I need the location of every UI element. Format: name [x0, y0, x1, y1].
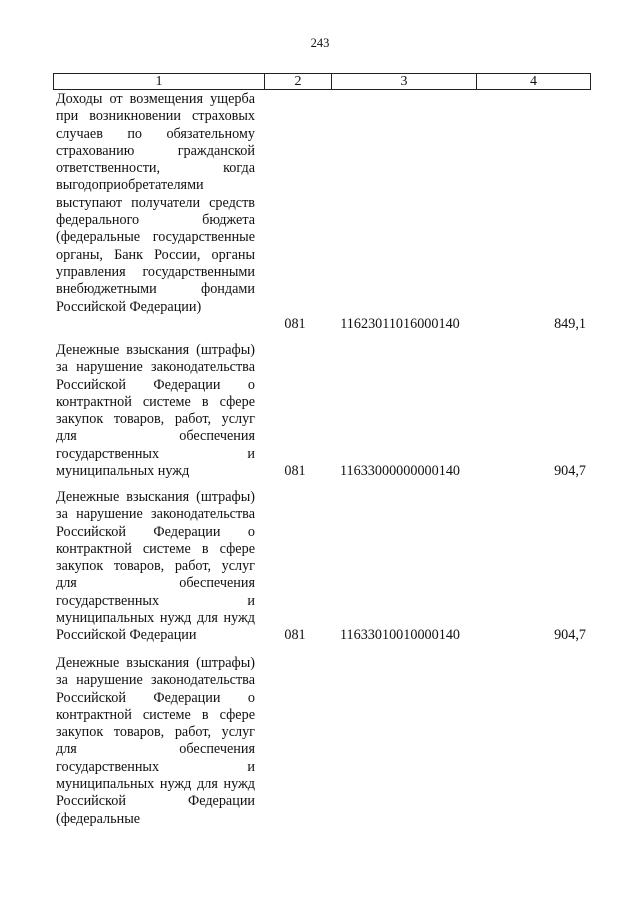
column-header-3: 3 [332, 74, 477, 90]
row-amount: 849,1 [554, 316, 586, 332]
row-kbk-code: 11633010010000140 [339, 627, 461, 643]
column-header-row [53, 73, 591, 90]
column-header-1: 1 [54, 74, 265, 90]
row-amount: 904,7 [554, 627, 586, 643]
row-description: Денежные взыскания (штрафы) за нарушение законодательства Российской Федерации о контрактной системе в сфере закупок товаров, работ, услуг для обеспечения государственных и муниципальных нужд для нужд Российской Федерации [56, 489, 255, 644]
row-kbk-code: 11633000000000140 [339, 463, 461, 479]
column-header-4: 4 [477, 74, 591, 90]
row-description: Доходы от возмещения ущерба при возникновении страховых случаев по обязательному страхованию гражданской ответственности, когда выгодоприобретателями выступают получатели средств федерального бюджета (федеральные государственные органы, Банк России, органы управления государственными внебюджетными фондами Российской Федерации) [56, 91, 255, 315]
row-admin-code: 081 [284, 463, 306, 479]
row-admin-code: 081 [284, 316, 306, 332]
row-description: Денежные взыскания (штрафы) за нарушение законодательства Российской Федерации о контрактной системе в сфере закупок товаров, работ, услуг для обеспечения государственных и муниципальных нужд для нужд Российской Федерации (федеральные [56, 655, 255, 827]
row-description: Денежные взыскания (штрафы) за нарушение законодательства Российской Федерации о контрактной системе в сфере закупок товаров, работ, услуг для обеспечения государственных и муниципальных нужд [56, 342, 255, 480]
row-admin-code: 081 [284, 627, 306, 643]
row-amount: 904,7 [554, 463, 586, 479]
row-kbk-code: 11623011016000140 [340, 316, 460, 332]
page-number: 243 [310, 36, 330, 50]
column-header-2: 2 [265, 74, 332, 90]
